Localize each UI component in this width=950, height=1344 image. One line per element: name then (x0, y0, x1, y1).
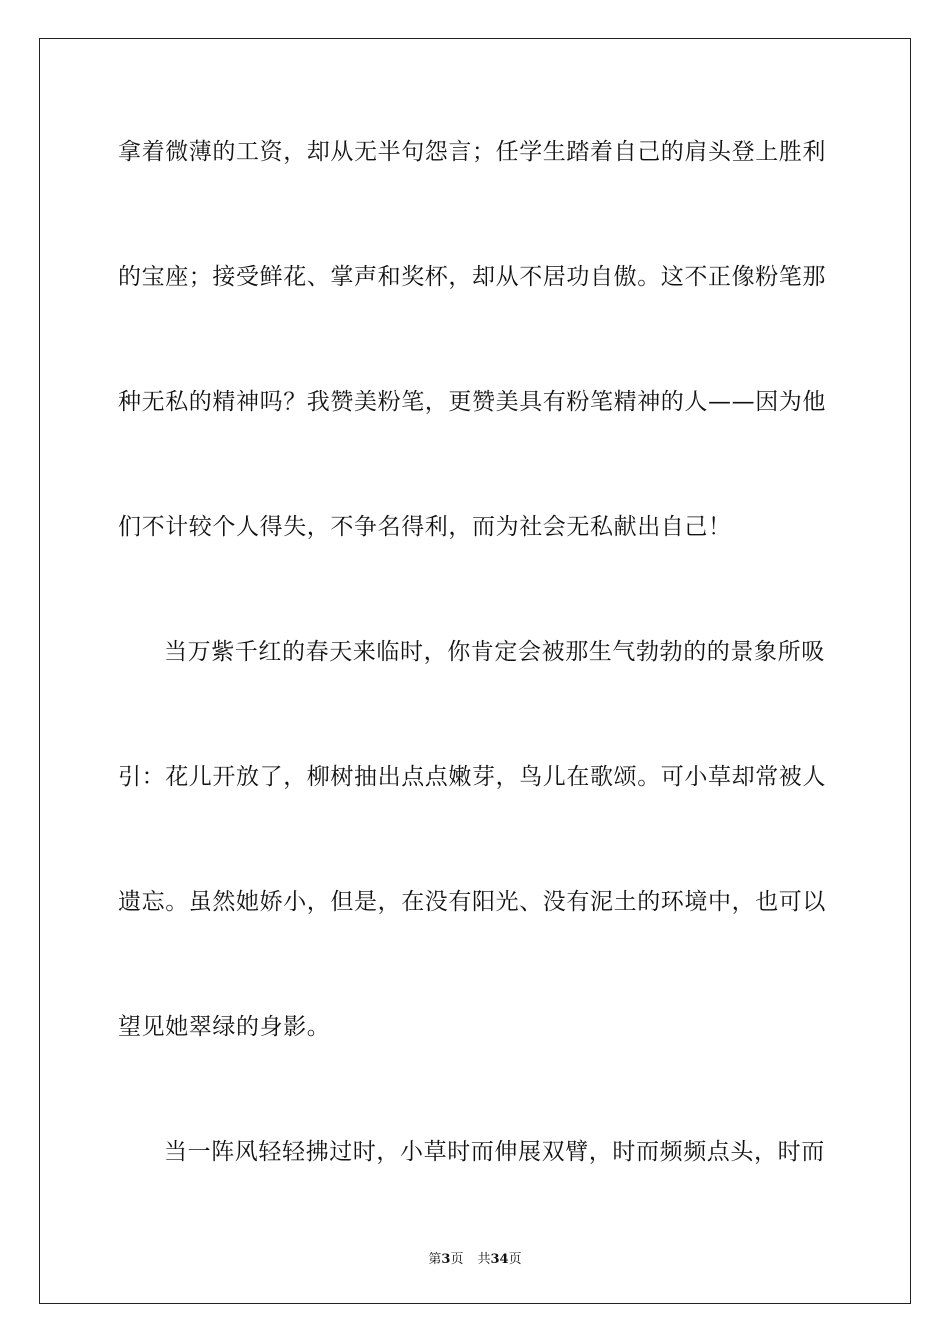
paragraph-line: 的宝座；接受鲜花、掌声和奖杯，却从不居功自傲。这不正像粉笔那 (118, 264, 826, 290)
page-prefix: 第 (428, 1252, 442, 1267)
paragraph-line: 种无私的精神吗？我赞美粉笔，更赞美具有粉笔精神的人——因为他 (118, 389, 826, 415)
paragraph-line: 遗忘。虽然她娇小，但是，在没有阳光、没有泥土的环境中，也可以 (118, 889, 826, 915)
paragraph-line: 拿着微薄的工资，却从无半句怨言；任学生踏着自己的肩头登上胜利 (118, 139, 826, 165)
total-prefix: 共 (477, 1252, 491, 1267)
total-pages: 34 (490, 1252, 509, 1267)
total-suffix: 页 (508, 1252, 522, 1267)
page-footer (0, 1248, 950, 1267)
page-suffix: 页 (450, 1252, 464, 1267)
paragraph-line: 们不计较个人得失，不争名得利，而为社会无私献出自己！ (118, 514, 732, 540)
page-number: 3 (441, 1252, 451, 1267)
paragraph-line: 望见她翠绿的身影。 (118, 1014, 331, 1040)
page-border (39, 38, 911, 1304)
paragraph-line: 当一阵风轻轻拂过时，小草时而伸展双臂，时而频频点头，时而 (164, 1139, 825, 1165)
paragraph-line: 引：花儿开放了，柳树抽出点点嫩芽，鸟儿在歌颂。可小草却常被人 (118, 764, 826, 790)
paragraph-line: 当万紫千红的春天来临时，你肯定会被那生气勃勃的的景象所吸 (164, 639, 825, 665)
